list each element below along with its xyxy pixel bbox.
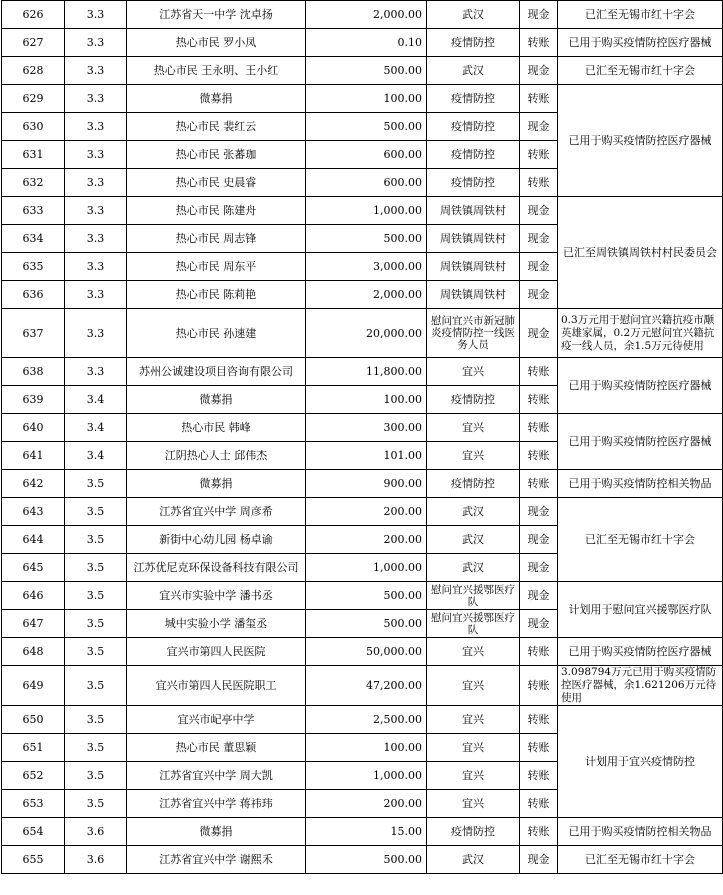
date-cell: 3.5 — [65, 470, 127, 498]
method-cell: 转账 — [520, 706, 558, 734]
date-cell: 3.3 — [65, 29, 127, 57]
remark-cell: 已用于购买疫情防控医疗器械 — [558, 29, 723, 57]
date-cell: 3.3 — [65, 85, 127, 113]
purpose-cell: 宜兴 — [427, 442, 520, 470]
row-number-cell: 642 — [2, 470, 65, 498]
method-cell: 现金 — [520, 554, 558, 582]
donor-cell: 热心市民 孙速建 — [127, 309, 306, 358]
donor-cell: 城中实验小学 潘玺丞 — [127, 610, 306, 638]
purpose-cell: 武汉 — [427, 526, 520, 554]
row-number-cell: 635 — [2, 253, 65, 281]
purpose-cell: 宜兴 — [427, 762, 520, 790]
purpose-cell: 疫情防控 — [427, 85, 520, 113]
donor-cell: 新街中心幼儿园 杨卓谕 — [127, 526, 306, 554]
donor-cell: 热心市民 王永明、王小红 — [127, 57, 306, 85]
remark-cell: 计划用于慰问宜兴援鄂医疗队 — [558, 582, 723, 638]
method-cell: 现金 — [520, 281, 558, 309]
donor-cell: 江苏优尼克环保设备科技有限公司 — [127, 554, 306, 582]
donor-cell: 微募捐 — [127, 85, 306, 113]
method-cell: 转账 — [520, 734, 558, 762]
amount-cell: 50,000.00 — [306, 638, 427, 666]
remark-cell: 已汇至无锡市红十字会 — [558, 1, 723, 29]
donor-cell: 微募捐 — [127, 818, 306, 846]
purpose-cell: 慰问宜兴援鄂医疗队 — [427, 610, 520, 638]
purpose-cell: 慰问宜兴市新冠肺炎疫情防控一线医务人员 — [427, 309, 520, 358]
row-number-cell: 647 — [2, 610, 65, 638]
date-cell: 3.5 — [65, 790, 127, 818]
row-number-cell: 631 — [2, 141, 65, 169]
purpose-cell: 疫情防控 — [427, 141, 520, 169]
amount-cell: 300.00 — [306, 414, 427, 442]
date-cell: 3.5 — [65, 666, 127, 706]
row-number-cell: 628 — [2, 57, 65, 85]
row-number-cell: 627 — [2, 29, 65, 57]
row-number-cell: 639 — [2, 386, 65, 414]
amount-cell: 200.00 — [306, 526, 427, 554]
donor-cell: 热心市民 周东平 — [127, 253, 306, 281]
remark-cell: 已用于购买疫情防控医疗器械 — [558, 638, 723, 666]
row-number-cell: 645 — [2, 554, 65, 582]
amount-cell: 3,000.00 — [306, 253, 427, 281]
table-row — [2, 706, 723, 734]
row-number-cell: 626 — [2, 1, 65, 29]
donation-ledger-table — [1, 0, 723, 874]
date-cell: 3.3 — [65, 57, 127, 85]
date-cell: 3.4 — [65, 442, 127, 470]
date-cell: 3.3 — [65, 358, 127, 386]
date-cell: 3.6 — [65, 818, 127, 846]
row-number-cell: 652 — [2, 762, 65, 790]
method-cell: 现金 — [520, 526, 558, 554]
donor-cell: 江阴热心人士 邱伟杰 — [127, 442, 306, 470]
method-cell: 转账 — [520, 790, 558, 818]
table-row — [2, 309, 723, 358]
method-cell: 转账 — [520, 818, 558, 846]
donor-cell: 热心市民 周志锋 — [127, 225, 306, 253]
donor-cell: 江苏省天一中学 沈卓扬 — [127, 1, 306, 29]
date-cell: 3.6 — [65, 846, 127, 874]
donor-cell: 热心市民 史晨睿 — [127, 169, 306, 197]
method-cell: 转账 — [520, 470, 558, 498]
purpose-cell: 疫情防控 — [427, 818, 520, 846]
method-cell: 转账 — [520, 762, 558, 790]
row-number-cell: 646 — [2, 582, 65, 610]
donor-cell: 宜兴市实验中学 潘书丞 — [127, 582, 306, 610]
method-cell: 转账 — [520, 29, 558, 57]
method-cell: 转账 — [520, 85, 558, 113]
amount-cell: 11,800.00 — [306, 358, 427, 386]
table-row — [2, 666, 723, 706]
date-cell: 3.4 — [65, 386, 127, 414]
donor-cell: 热心市民 陈莉艳 — [127, 281, 306, 309]
method-cell: 现金 — [520, 57, 558, 85]
amount-cell: 100.00 — [306, 386, 427, 414]
purpose-cell: 武汉 — [427, 846, 520, 874]
amount-cell: 500.00 — [306, 610, 427, 638]
remark-cell: 已用于购买疫情防控相关物品 — [558, 470, 723, 498]
amount-cell: 100.00 — [306, 734, 427, 762]
date-cell: 3.5 — [65, 554, 127, 582]
remark-cell: 3.098794万元已用于购买疫情防控医疗器械，余1.621206万元待使用 — [558, 666, 723, 706]
donor-cell: 江苏省宜兴中学 谢熙禾 — [127, 846, 306, 874]
date-cell: 3.3 — [65, 309, 127, 358]
method-cell: 现金 — [520, 253, 558, 281]
amount-cell: 101.00 — [306, 442, 427, 470]
donor-cell: 热心市民 裴红云 — [127, 113, 306, 141]
table-row — [2, 846, 723, 874]
donor-cell: 热心市民 张蕃珈 — [127, 141, 306, 169]
date-cell: 3.4 — [65, 414, 127, 442]
method-cell: 转账 — [520, 666, 558, 706]
row-number-cell: 629 — [2, 85, 65, 113]
method-cell: 转账 — [520, 638, 558, 666]
donor-cell: 宜兴市第四人民医院职工 — [127, 666, 306, 706]
donor-cell: 微募捐 — [127, 470, 306, 498]
amount-cell: 200.00 — [306, 498, 427, 526]
purpose-cell: 宜兴 — [427, 790, 520, 818]
purpose-cell: 宜兴 — [427, 638, 520, 666]
table-row — [2, 818, 723, 846]
table-row — [2, 582, 723, 610]
purpose-cell: 周铁镇周铁村 — [427, 197, 520, 225]
purpose-cell: 疫情防控 — [427, 169, 520, 197]
purpose-cell: 武汉 — [427, 554, 520, 582]
amount-cell: 0.10 — [306, 29, 427, 57]
table-row — [2, 638, 723, 666]
row-number-cell: 640 — [2, 414, 65, 442]
date-cell: 3.5 — [65, 498, 127, 526]
method-cell: 现金 — [520, 225, 558, 253]
method-cell: 现金 — [520, 197, 558, 225]
amount-cell: 1,000.00 — [306, 762, 427, 790]
donor-cell: 宜兴市屺亭中学 — [127, 706, 306, 734]
amount-cell: 200.00 — [306, 790, 427, 818]
donor-cell: 江苏省宜兴中学 周大凯 — [127, 762, 306, 790]
amount-cell: 1,000.00 — [306, 554, 427, 582]
row-number-cell: 632 — [2, 169, 65, 197]
donor-cell: 热心市民 董思颖 — [127, 734, 306, 762]
date-cell: 3.5 — [65, 734, 127, 762]
date-cell: 3.3 — [65, 197, 127, 225]
amount-cell: 2,500.00 — [306, 706, 427, 734]
purpose-cell: 周铁镇周铁村 — [427, 253, 520, 281]
amount-cell: 500.00 — [306, 225, 427, 253]
method-cell: 转账 — [520, 386, 558, 414]
amount-cell: 500.00 — [306, 113, 427, 141]
method-cell: 转账 — [520, 414, 558, 442]
date-cell: 3.3 — [65, 169, 127, 197]
table-row — [2, 414, 723, 442]
table-row — [2, 1, 723, 29]
remark-cell: 已用于购买疫情防控医疗器械 — [558, 358, 723, 414]
amount-cell: 500.00 — [306, 582, 427, 610]
purpose-cell: 慰问宜兴援鄂医疗队 — [427, 582, 520, 610]
row-number-cell: 630 — [2, 113, 65, 141]
method-cell: 现金 — [520, 113, 558, 141]
row-number-cell: 653 — [2, 790, 65, 818]
donor-cell: 热心市民 陈建舟 — [127, 197, 306, 225]
amount-cell: 47,200.00 — [306, 666, 427, 706]
method-cell: 现金 — [520, 582, 558, 610]
purpose-cell: 武汉 — [427, 1, 520, 29]
date-cell: 3.3 — [65, 253, 127, 281]
method-cell: 现金 — [520, 1, 558, 29]
ledger-body — [2, 1, 723, 874]
row-number-cell: 651 — [2, 734, 65, 762]
method-cell: 现金 — [520, 610, 558, 638]
row-number-cell: 637 — [2, 309, 65, 358]
date-cell: 3.3 — [65, 1, 127, 29]
purpose-cell: 宜兴 — [427, 666, 520, 706]
donor-cell: 微募捐 — [127, 386, 306, 414]
remark-cell: 已汇至无锡市红十字会 — [558, 846, 723, 874]
row-number-cell: 649 — [2, 666, 65, 706]
date-cell: 3.3 — [65, 281, 127, 309]
amount-cell: 900.00 — [306, 470, 427, 498]
purpose-cell: 宜兴 — [427, 706, 520, 734]
method-cell: 转账 — [520, 141, 558, 169]
amount-cell: 500.00 — [306, 846, 427, 874]
method-cell: 现金 — [520, 846, 558, 874]
purpose-cell: 宜兴 — [427, 734, 520, 762]
remark-cell: 已用于购买疫情防控医疗器械 — [558, 414, 723, 470]
row-number-cell: 644 — [2, 526, 65, 554]
purpose-cell: 周铁镇周铁村 — [427, 281, 520, 309]
row-number-cell: 650 — [2, 706, 65, 734]
purpose-cell: 宜兴 — [427, 414, 520, 442]
purpose-cell: 宜兴 — [427, 358, 520, 386]
date-cell: 3.3 — [65, 141, 127, 169]
remark-cell: 已用于购买疫情防控医疗器械 — [558, 85, 723, 197]
donor-cell: 江苏省宜兴中学 周彦希 — [127, 498, 306, 526]
donor-cell: 苏州公诚建设项目咨询有限公司 — [127, 358, 306, 386]
amount-cell: 100.00 — [306, 85, 427, 113]
row-number-cell: 648 — [2, 638, 65, 666]
donor-cell: 热心市民 韩峰 — [127, 414, 306, 442]
purpose-cell: 武汉 — [427, 57, 520, 85]
method-cell: 现金 — [520, 309, 558, 358]
amount-cell: 15.00 — [306, 818, 427, 846]
date-cell: 3.5 — [65, 526, 127, 554]
amount-cell: 20,000.00 — [306, 309, 427, 358]
remark-cell: 已汇至无锡市红十字会 — [558, 57, 723, 85]
remark-cell: 已用于购买疫情防控相关物品 — [558, 818, 723, 846]
amount-cell: 600.00 — [306, 169, 427, 197]
remark-cell: 已汇至无锡市红十字会 — [558, 498, 723, 582]
purpose-cell: 武汉 — [427, 498, 520, 526]
method-cell: 转账 — [520, 358, 558, 386]
row-number-cell: 654 — [2, 818, 65, 846]
remark-cell: 已汇至周铁镇周铁村村民委员会 — [558, 197, 723, 309]
method-cell: 转账 — [520, 169, 558, 197]
remark-cell: 0.3万元用于慰问宜兴籍抗疫市颙英雄家属，0.2万元慰问宜兴籍抗疫一线人员，余1.5万元待使用 — [558, 309, 723, 358]
amount-cell: 500.00 — [306, 57, 427, 85]
row-number-cell: 638 — [2, 358, 65, 386]
donor-cell: 宜兴市第四人民医院 — [127, 638, 306, 666]
row-number-cell: 643 — [2, 498, 65, 526]
donor-cell: 热心市民 罗小凤 — [127, 29, 306, 57]
table-row — [2, 197, 723, 225]
date-cell: 3.5 — [65, 706, 127, 734]
table-row — [2, 358, 723, 386]
remark-cell: 计划用于宜兴疫情防控 — [558, 706, 723, 818]
purpose-cell: 疫情防控 — [427, 113, 520, 141]
purpose-cell: 疫情防控 — [427, 470, 520, 498]
method-cell: 转账 — [520, 442, 558, 470]
amount-cell: 2,000.00 — [306, 281, 427, 309]
amount-cell: 2,000.00 — [306, 1, 427, 29]
amount-cell: 600.00 — [306, 141, 427, 169]
table-row — [2, 470, 723, 498]
method-cell: 现金 — [520, 498, 558, 526]
table-row — [2, 85, 723, 113]
table-row — [2, 498, 723, 526]
table-row — [2, 57, 723, 85]
date-cell: 3.5 — [65, 582, 127, 610]
purpose-cell: 周铁镇周铁村 — [427, 225, 520, 253]
row-number-cell: 655 — [2, 846, 65, 874]
row-number-cell: 634 — [2, 225, 65, 253]
date-cell: 3.5 — [65, 762, 127, 790]
row-number-cell: 636 — [2, 281, 65, 309]
purpose-cell: 疫情防控 — [427, 29, 520, 57]
row-number-cell: 633 — [2, 197, 65, 225]
row-number-cell: 641 — [2, 442, 65, 470]
donor-cell: 江苏省宜兴中学 蒋祎玮 — [127, 790, 306, 818]
date-cell: 3.3 — [65, 225, 127, 253]
date-cell: 3.5 — [65, 638, 127, 666]
date-cell: 3.3 — [65, 113, 127, 141]
amount-cell: 1,000.00 — [306, 197, 427, 225]
date-cell: 3.5 — [65, 610, 127, 638]
table-row — [2, 29, 723, 57]
purpose-cell: 疫情防控 — [427, 386, 520, 414]
